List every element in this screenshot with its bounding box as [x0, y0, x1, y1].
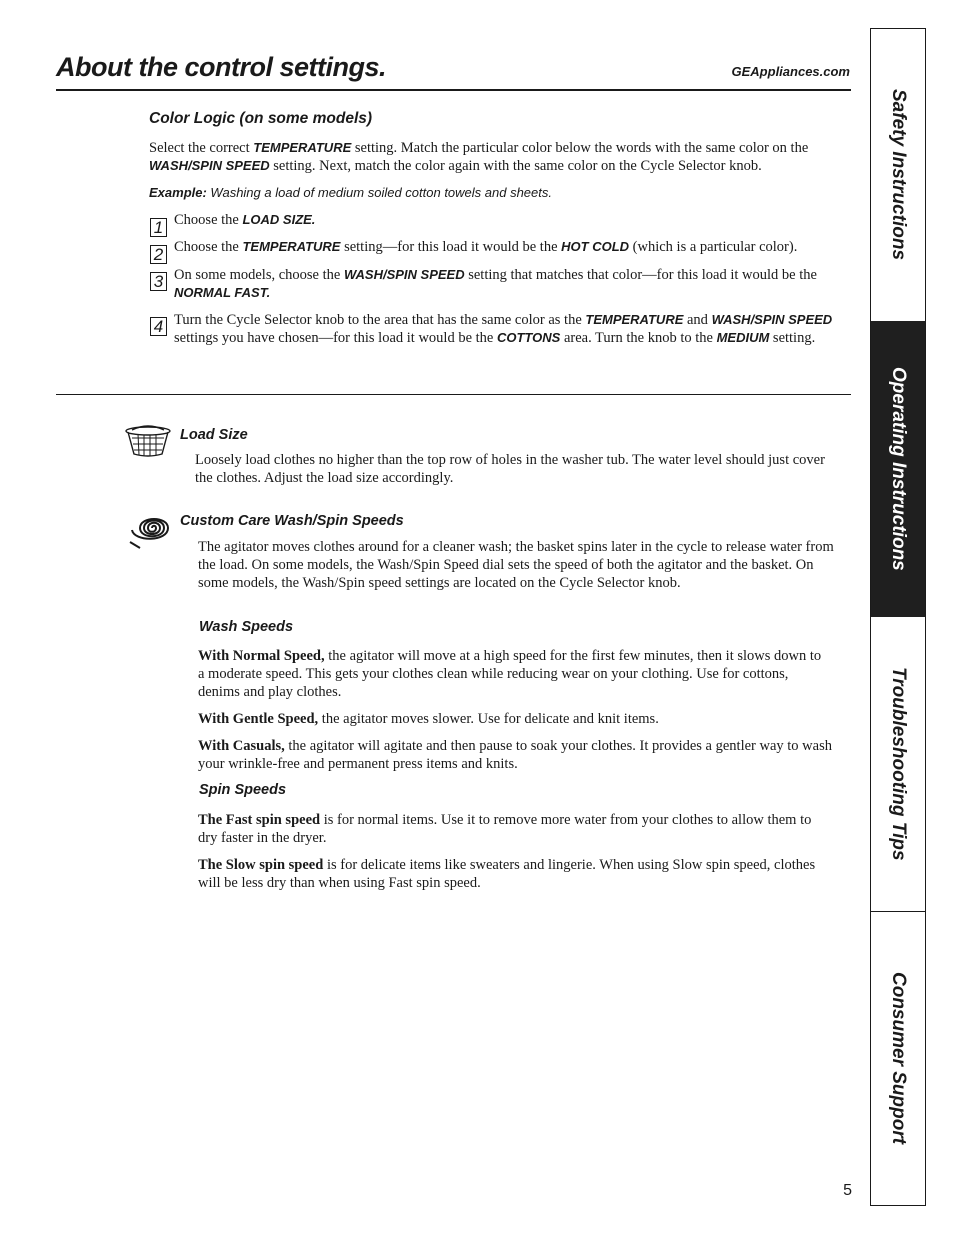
tab-label: Consumer Support	[888, 972, 909, 1145]
spiral-icon	[126, 506, 176, 550]
page-title: About the control settings.	[56, 52, 386, 82]
tab-label: Operating Instructions	[888, 367, 909, 571]
wash-speeds-heading: Wash Speeds	[199, 619, 294, 635]
load-size-text: Loosely load clothes no higher than the top row of holes in the washer tub. The water level should just cover the clothes. Adjust the load size accordingly.	[195, 452, 825, 486]
color-logic-intro: Select the correct TEMPERATURE setting. Match the particular color below the words with the same color on the WASH/SPIN SPEED setting. Next, match the color again with the same color on the Cycle Selector knob.	[149, 140, 809, 174]
website-url: GEAppliances.com	[731, 64, 850, 79]
step-number: 3	[150, 272, 167, 291]
wash-speed-item: With Casuals, the agitator will agitate and then pause to soak your clothes. It provides a gentler way to wash your wrinkle-free and permanent press items and knits.	[198, 738, 832, 772]
page-number: 5	[843, 1182, 852, 1199]
load-size-heading: Load Size	[180, 427, 248, 443]
section-divider	[56, 394, 851, 395]
spin-speed-item: The Fast spin speed is for normal items. Use it to remove more water from your clothes to allow them to dry faster in the dryer.	[198, 812, 812, 846]
step-text: Choose the LOAD SIZE.	[174, 212, 316, 228]
tab-troubleshooting-tips[interactable]	[871, 617, 925, 911]
step-number: 4	[150, 317, 167, 336]
color-logic-heading: Color Logic (on some models)	[149, 110, 373, 127]
step-number: 2	[150, 245, 167, 264]
tab-operating-instructions[interactable]	[871, 321, 925, 617]
tab-label: Safety Instructions	[888, 88, 909, 261]
tab-consumer-support[interactable]	[871, 912, 925, 1205]
color-logic-example: Example: Washing a load of medium soiled cotton towels and sheets.	[149, 185, 552, 200]
wash-speed-item: With Normal Speed, the agitator will move at a high speed for the first few minutes, then it slows down to a moderate speed. This gets your clothes clean while reducing wear on your clothing. Use for cottons, denims and play clothes.	[198, 648, 822, 700]
wash-speed-item: With Gentle Speed, the agitator moves slower. Use for delicate and knit items.	[198, 711, 659, 727]
tab-safety-instructions[interactable]	[871, 29, 925, 320]
step-number: 1	[150, 218, 167, 237]
header-rule	[56, 89, 851, 91]
spin-speed-item: The Slow spin speed is for delicate items like sweaters and lingerie. When using Slow spin speed, clothes will be less dry than when using Fast spin speed.	[198, 857, 816, 891]
step-text: Turn the Cycle Selector knob to the area that has the same color as the TEMPERATURE and WASH/SPIN SPEED settings you have chosen—for this load it would be the COTTONS area. Turn the knob to the MEDIUM setting.	[174, 312, 833, 346]
custom-care-heading: Custom Care Wash/Spin Speeds	[180, 513, 404, 529]
step-text: On some models, choose the WASH/SPIN SPEED setting that matches that color—for this load it would be the NORMAL FAST.	[174, 267, 817, 300]
spin-speeds-heading: Spin Speeds	[199, 782, 287, 798]
custom-care-text: The agitator moves clothes around for a cleaner wash; the basket spins later in the cycle to release water from the load. On some models, the Wash/Spin Speed dial sets the speed of both the agitator and the basket. On some models, the Wash/Spin speed settings are located on the Cycle Selector knob.	[198, 539, 834, 591]
laundry-basket-icon	[124, 420, 172, 460]
step-text: Choose the TEMPERATURE setting—for this load it would be the HOT COLD (which is a particular color).	[174, 239, 798, 255]
tab-label: Troubleshooting Tips	[888, 667, 909, 861]
